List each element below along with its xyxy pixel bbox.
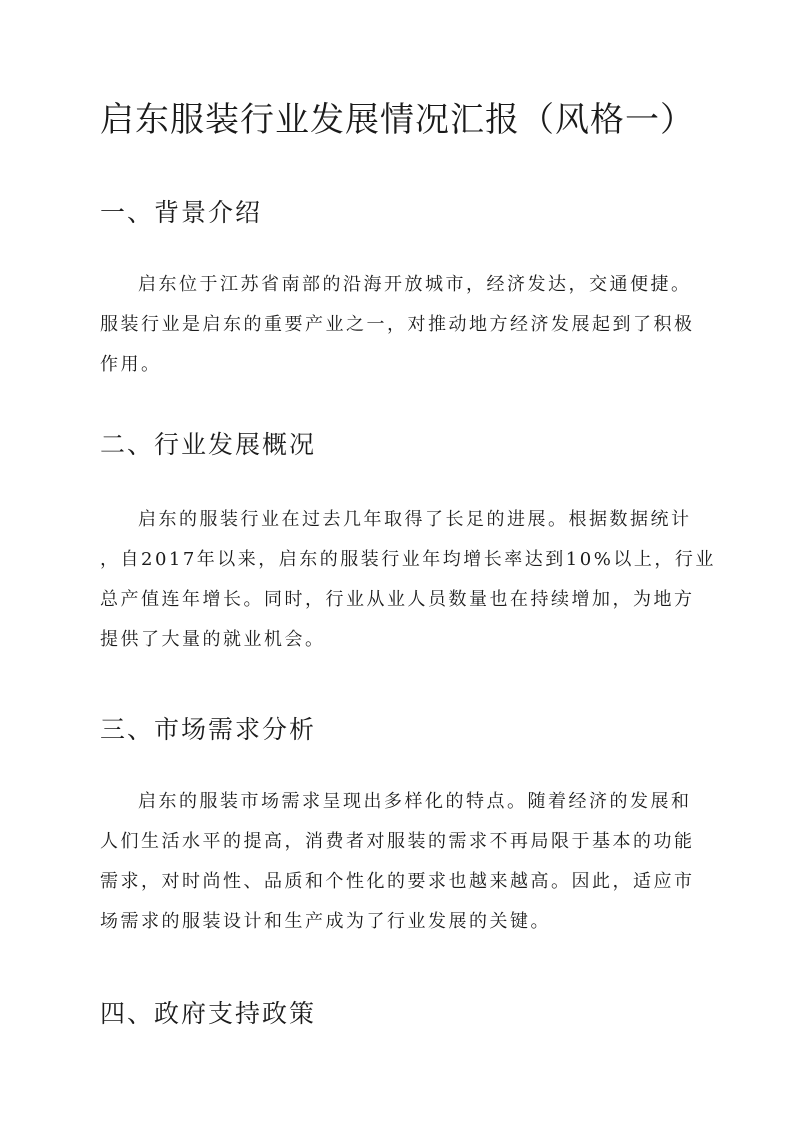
- paragraph-line: 启东位于江苏省南部的沿海开放城市，经济发达，交通便捷。: [138, 274, 692, 295]
- paragraph-line: 人们生活水平的提高，消费者对服装的需求不再局限于基本的功能: [100, 831, 695, 852]
- section-heading-government-policy: 四、政府支持政策: [100, 999, 317, 1028]
- section-heading-industry-overview: 二、行业发展概况: [100, 430, 317, 459]
- section-heading-background: 一、背景介绍: [100, 198, 263, 227]
- paragraph-line: 总产值连年增长。同时，行业从业人员数量也在持续增加，为地方: [100, 589, 695, 610]
- section-paragraph-background: [100, 265, 700, 385]
- section-paragraph-industry-overview: [100, 500, 716, 660]
- paragraph-line: 启东的服装行业在过去几年取得了长足的进展。根据数据统计: [138, 509, 692, 530]
- paragraph-line: 服装行业是启东的重要产业之一，对推动地方经济发展起到了积极: [100, 314, 695, 335]
- section-heading-market-demand: 三、市场需求分析: [100, 715, 317, 744]
- paragraph-line: 作用。: [100, 354, 162, 375]
- paragraph-line: 提供了大量的就业机会。: [100, 629, 326, 650]
- paragraph-line: 需求，对时尚性、品质和个性化的要求也越来越高。因此，适应市: [100, 871, 695, 892]
- paragraph-line: 场需求的服装设计和生产成为了行业发展的关键。: [100, 911, 551, 932]
- section-paragraph-market-demand: [100, 782, 700, 942]
- paragraph-line: ，自2017年以来，启东的服装行业年均增长率达到10%以上，行业: [100, 549, 716, 570]
- paragraph-line: 启东的服装市场需求呈现出多样化的特点。随着经济的发展和: [138, 791, 692, 812]
- document-title: 启东服装行业发展情况汇报（风格一）: [100, 100, 695, 140]
